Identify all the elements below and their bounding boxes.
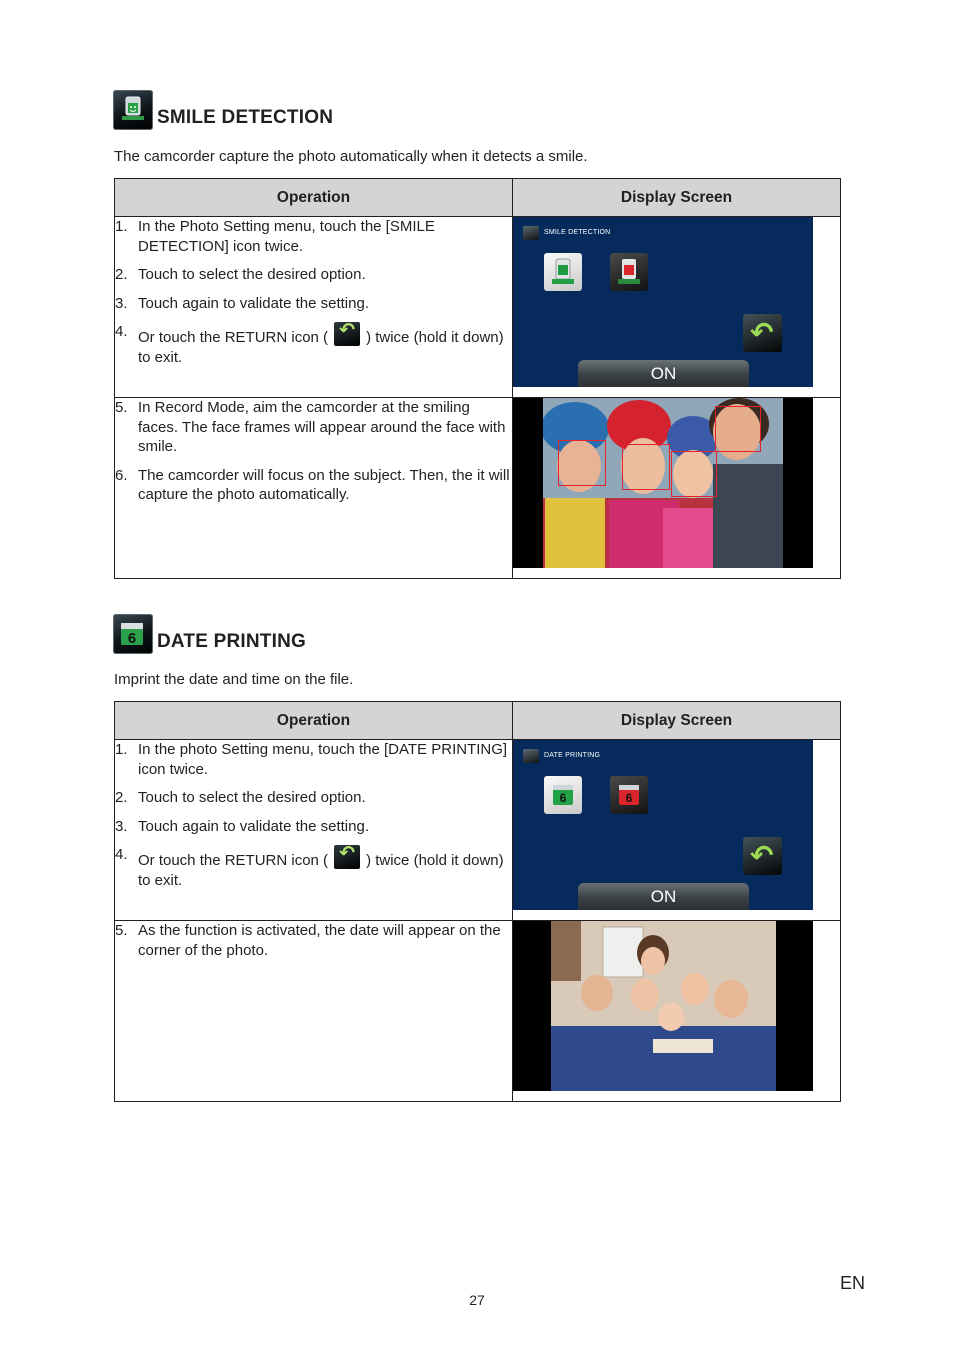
family-reading-on-bed-photo — [513, 921, 813, 1091]
list-item: 5. In Record Mode, aim the camcorder at the smiling faces. The face frames will appear around the face with smile. — [115, 399, 506, 455]
face-frame — [715, 406, 761, 452]
smile-on-icon[interactable] — [610, 253, 648, 291]
camcorder-screen — [513, 740, 813, 910]
list-item: 4. Or touch the RETURN icon (↶ ) twice (hold it down) to exit. — [115, 845, 512, 890]
face-frame — [622, 444, 670, 490]
language-label: EN — [840, 1273, 866, 1293]
operation-cell — [115, 217, 513, 398]
svg-text:6: 6 — [559, 791, 567, 805]
operation-header: Operation — [115, 179, 513, 217]
section-intro: Imprint the date and time on the file. — [114, 671, 354, 688]
date-printing-section-icon — [113, 614, 153, 654]
face-frame — [558, 440, 606, 486]
face-frame — [671, 451, 717, 497]
return-button[interactable] — [743, 314, 782, 352]
on-button[interactable]: ON — [578, 360, 749, 387]
list-item: 1. In the photo Setting menu, touch the [DATE PRINTING] icon twice. — [115, 741, 508, 778]
camcorder-screen — [513, 217, 813, 387]
list-item: 1. In the Photo Setting menu, touch the [SMILE DETECTION] icon twice. — [115, 218, 435, 255]
list-item: 3. Touch again to validate the setting. — [115, 294, 369, 312]
smile-off-icon[interactable] — [544, 253, 582, 291]
smile-detection-icon — [523, 226, 539, 240]
return-icon: ↶ — [750, 317, 774, 348]
screen-header: DATE PRINTING — [544, 752, 601, 759]
return-icon — [334, 322, 360, 346]
date-on-icon[interactable] — [610, 776, 648, 814]
section-title: DATE PRINTING — [157, 631, 306, 652]
date-printing-table — [114, 701, 841, 1102]
svg-text:6: 6 — [625, 791, 633, 805]
list-item: 4. Or touch the RETURN icon (↶ ) twice (hold it down) to exit. — [115, 322, 512, 367]
screen-header: SMILE DETECTION — [544, 229, 611, 236]
section-title: SMILE DETECTION — [157, 107, 334, 128]
list-item: 6. The camcorder will focus on the subject. Then, the it will capture the photo automatically. — [115, 466, 510, 503]
display-screen-header: Display Screen — [513, 702, 841, 740]
display-cell — [513, 398, 841, 579]
return-icon: ↶ — [750, 840, 774, 871]
list-item: 5. As the function is activated, the date will appear on the corner of the photo. — [115, 922, 501, 959]
operation-cell — [115, 398, 513, 579]
display-screen-header: Display Screen — [513, 179, 841, 217]
list-item: 2. Touch to select the desired option. — [115, 789, 366, 806]
display-cell — [513, 921, 841, 1102]
operation-cell — [115, 921, 513, 1102]
date-printing-icon — [523, 749, 539, 763]
display-cell — [513, 217, 841, 398]
return-icon — [334, 845, 360, 869]
section-intro: The camcorder capture the photo automatically when it detects a smile. — [114, 148, 588, 165]
operation-cell — [115, 740, 513, 921]
display-cell — [513, 740, 841, 921]
family-in-winter-hats-photo — [513, 398, 813, 568]
operation-header: Operation — [115, 702, 513, 740]
list-item: 3. Touch again to validate the setting. — [115, 817, 369, 835]
on-button[interactable]: ON — [578, 883, 749, 910]
svg-text:6: 6 — [127, 630, 137, 647]
page-number: 27 — [469, 1292, 485, 1308]
list-item: 2. Touch to select the desired option. — [115, 266, 366, 283]
return-button[interactable] — [743, 837, 782, 875]
smile-detection-section-icon — [113, 90, 153, 130]
smile-detection-table — [114, 178, 841, 579]
date-off-icon[interactable] — [544, 776, 582, 814]
